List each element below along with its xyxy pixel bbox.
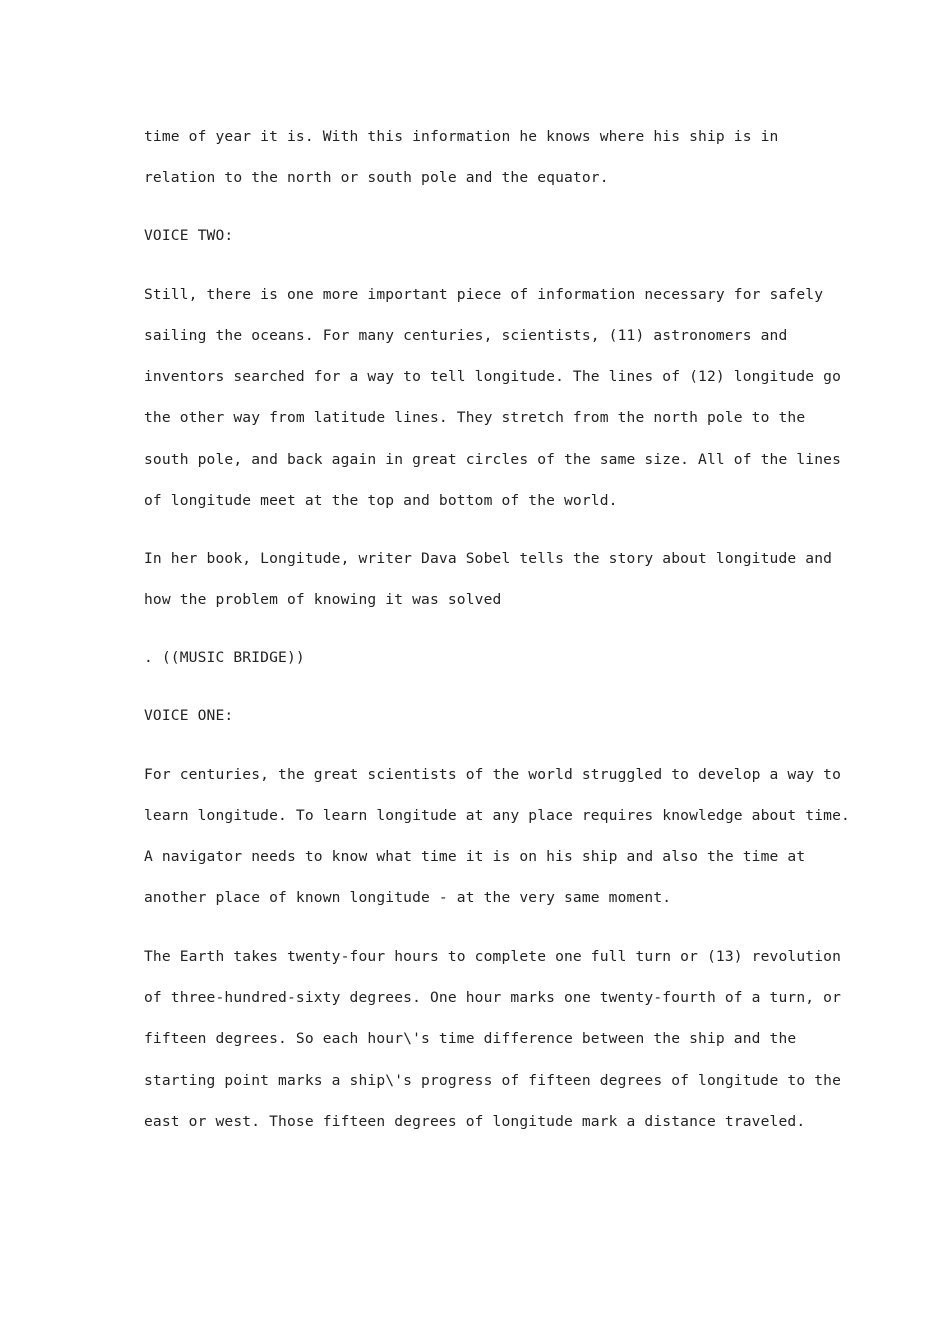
text-line: In her book, Longitude, writer Dava Sobel tells the story about longitude and	[144, 550, 833, 567]
text-line: A navigator needs to know what time it is on his ship and also the time at	[144, 848, 806, 865]
text-line: another place of known longitude - at the very same moment.	[144, 889, 672, 906]
text-line: starting point marks a ship\'s progress of fifteen degrees of longitude to the	[144, 1072, 842, 1089]
text-line: relation to the north or south pole and the equator.	[144, 169, 609, 186]
text-line: east or west. Those fifteen degrees of longitude mark a distance traveled.	[144, 1113, 806, 1130]
text-line: how the problem of knowing it was solved	[144, 591, 502, 608]
music-bridge-cue: . ((MUSIC BRIDGE))	[144, 649, 305, 666]
speaker-heading: VOICE ONE:	[144, 707, 234, 724]
text-line: fifteen degrees. So each hour\'s time difference between the ship and the	[144, 1030, 797, 1047]
text-line: inventors searched for a way to tell longitude. The lines of (12) longitude go	[144, 368, 842, 385]
text-line: the other way from latitude lines. They stretch from the north pole to the	[144, 409, 806, 426]
text-line: For centuries, the great scientists of the world struggled to develop a way to	[144, 766, 842, 783]
text-line: time of year it is. With this information he knows where his ship is in	[144, 128, 779, 145]
text-line: of three-hundred-sixty degrees. One hour marks one twenty-fourth of a turn, or	[144, 989, 842, 1006]
text-line: of longitude meet at the top and bottom of the world.	[144, 492, 618, 509]
text-line: sailing the oceans. For many centuries, scientists, (11) astronomers and	[144, 327, 788, 344]
text-line: south pole, and back again in great circles of the same size. All of the lines	[144, 451, 842, 468]
speaker-heading: VOICE TWO:	[144, 227, 234, 244]
text-line: The Earth takes twenty-four hours to complete one full turn or (13) revolution	[144, 948, 842, 965]
text-line: learn longitude. To learn longitude at any place requires knowledge about time.	[144, 807, 850, 824]
text-line: Still, there is one more important piece of information necessary for safely	[144, 286, 824, 303]
